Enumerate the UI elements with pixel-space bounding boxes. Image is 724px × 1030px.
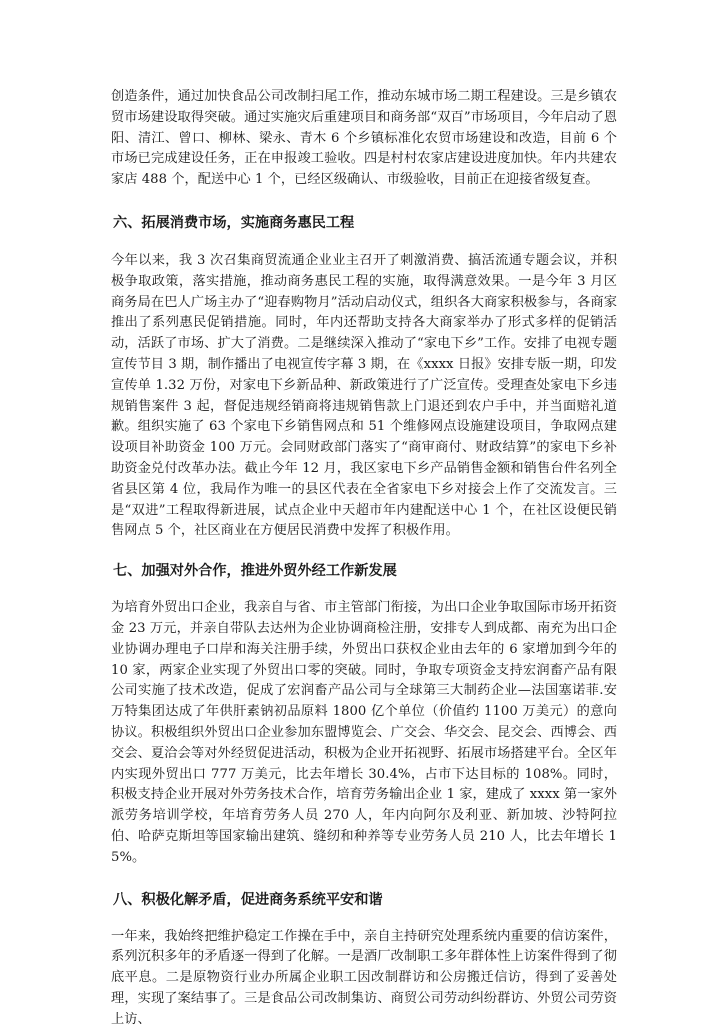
paragraph-market-construction: 创造条件，通过加快食品公司改制扫尾工作，推动东城市场二期工程建设。三是乡镇农贸市场建设取得突破。通过实施灾后重建项目和商务部“双百”市场项目，今年启动了恩阳、清江、曾口、柳林、梁永、青木 6 个乡镇标准化农贸市场建设和改造，目前 6 个市场已完成建设任务，正在申报竣工验收。四是村村农家店建设进度加快。年内共建农家店 488 个，配送中心 1 个，已经区级确认、市级验收，目前正在迎接省级复查。 [111, 87, 617, 191]
paragraph-consumer-market: 今年以来，我 3 次召集商贸流通企业业主召开了刺激消费、搞活流通专题会议，并积极争取政策，落实措施，推动商务惠民工程的实施，取得满意效果。一是今年 3 月区商务局在巴人广场主办了“迎春购物月”活动启动仪式，组织各大商家积极参与，各商家推出了系列惠民促销措施。同时，年内还帮助支持各大商家举办了形式多样的促销活动，活跃了市场、扩大了消费。二是继续深入推动了“家电下乡”工作。安排了电视专题宣传节目 3 期，制作播出了电视宣传字幕 3 期，在《xxxx 日报》安排专版一期，印发宣传单 1.32 万份，对家电下乡新品种、新政策进行了广泛宣传。受理查处家电下乡违规销售案件 3 起，督促违规经销商将违规销售款上门退还到农户手中，并当面赔礼道歉。组织实施了 63 个家电下乡销售网点和 51 个维修网点设施建设项目，争取网点建设项目补助资金 100 万元。会同财政部门落实了“商审商付、财政结算”的家电下乡补助资金兑付改革办法。截止今年 12 月，我区家电下乡产品销售金额和销售台件名列全省县区第 4 位，我局作为唯一的县区代表在全省家电下乡对接会上作了交流发言。三是“双进”工程取得新进展，试点企业中天超市年内建配送中心 1 个，在社区设便民销售网点 5 个，社区商业在方便居民消费中发挥了积极作用。 [111, 251, 617, 542]
document-page [111, 87, 617, 1030]
paragraph-stability: 一年来，我始终把维护稳定工作操在手中，亲自主持研究处理系统内重要的信访案件，系列沉积多年的矛盾逐一得到了化解。一是酒厂改制职工多年群体性上访案件得到了彻底平息。二是原物资行业办所属企业职工因改制群访和公房搬迁信访，得到了妥善处理，实现了案结事了。三是食品公司改制集访、商贸公司劳动纠纷群访、外贸公司劳资上访、 [111, 927, 617, 1030]
paragraph-foreign-trade: 为培育外贸出口企业，我亲自与省、市主管部门衔接，为出口企业争取国际市场开拓资金 23 万元，并亲自带队去达州为企业协调商检注册，安排专人到成都、南充为出口企业协调办理电子口岸和海关注册手续，外贸出口获权企业由去年的 6 家增加到今年的 10 家，两家企业实现了外贸出口零的突破。同时，争取专项资金支持宏润畜产品有限公司实施了技术改造，促成了宏润畜产品公司与全球第三大制药企业—法国塞诺菲.安万特集团达成了年供肝素钠初品原料 1800 亿个单位（价值约 1100 万美元）的意向协议。积极组织外贸出口企业参加东盟博览会、广交会、华交会、昆交会、西博会、西交会、夏洽会等对外经贸促进活动，积极为企业开拓视野、拓展市场搭建平台。全区年内实现外贸出口 777 万美元，比去年增长 30.4%，占市下达目标的 108%。同时，积极支持企业开展对外劳务技术合作，培育劳务输出企业 1 家，建成了 xxxx 第一家外派劳务培训学校，年培育劳务人员 270 人，年内向阿尔及利亚、新加坡、沙特阿拉伯、哈萨克斯坦等国家输出建筑、缝纫和种养等专业劳务人员 210 人，比去年增长 15%。 [111, 598, 617, 868]
section-heading-7: 七、加强对外合作，推进外贸外经工作新发展 [111, 561, 617, 581]
section-heading-8: 八、积极化解矛盾，促进商务系统平安和谐 [111, 890, 617, 910]
section-heading-6: 六、拓展消费市场，实施商务惠民工程 [111, 213, 617, 233]
